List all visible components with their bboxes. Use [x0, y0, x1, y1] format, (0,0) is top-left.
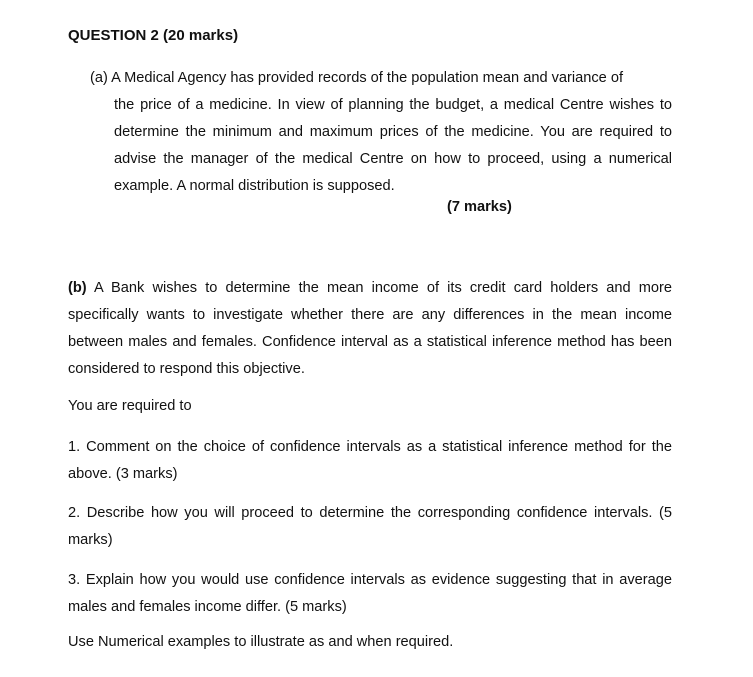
task-item-1: 1. Comment on the choice of confidence intervals as a statistical inference method for the above. (3 marks): [68, 439, 672, 482]
part-b-label: (b): [68, 280, 87, 296]
part-a-label: (a): [90, 70, 108, 86]
task-item-2: 2. Describe how you will proceed to determine the corresponding confidence intervals. (5 marks): [68, 505, 672, 548]
task-item-3: 3. Explain how you would use confidence intervals as evidence suggesting that in average males and females income differ. (5 marks): [68, 572, 672, 615]
part-a-marks: (7 marks): [447, 199, 512, 215]
required-intro: You are required to: [68, 398, 192, 414]
question-title: QUESTION 2 (20 marks): [68, 27, 239, 44]
part-b-text: A Bank wishes to determine the mean income of its credit card holders and more specifically wants to investigate whether there are any differences in the mean income between males and females. Confidence interval as a statistical inference method has been considered to respond this objective.: [68, 280, 672, 377]
part-a: [90, 65, 672, 200]
closing-instruction: Use Numerical examples to illustrate as and when required.: [68, 634, 454, 650]
part-a-continuation: the price of a medicine. In view of planning the budget, a medical Centre wishes to determine the minimum and maximum prices of the medicine. You are required to advise the manager of the medical Centre on how to proceed, using a numerical example. A normal distribution is supposed.: [114, 97, 672, 194]
part-b: [68, 275, 672, 383]
part-a-first-line: A Medical Agency has provided records of the population mean and variance of: [111, 70, 624, 86]
